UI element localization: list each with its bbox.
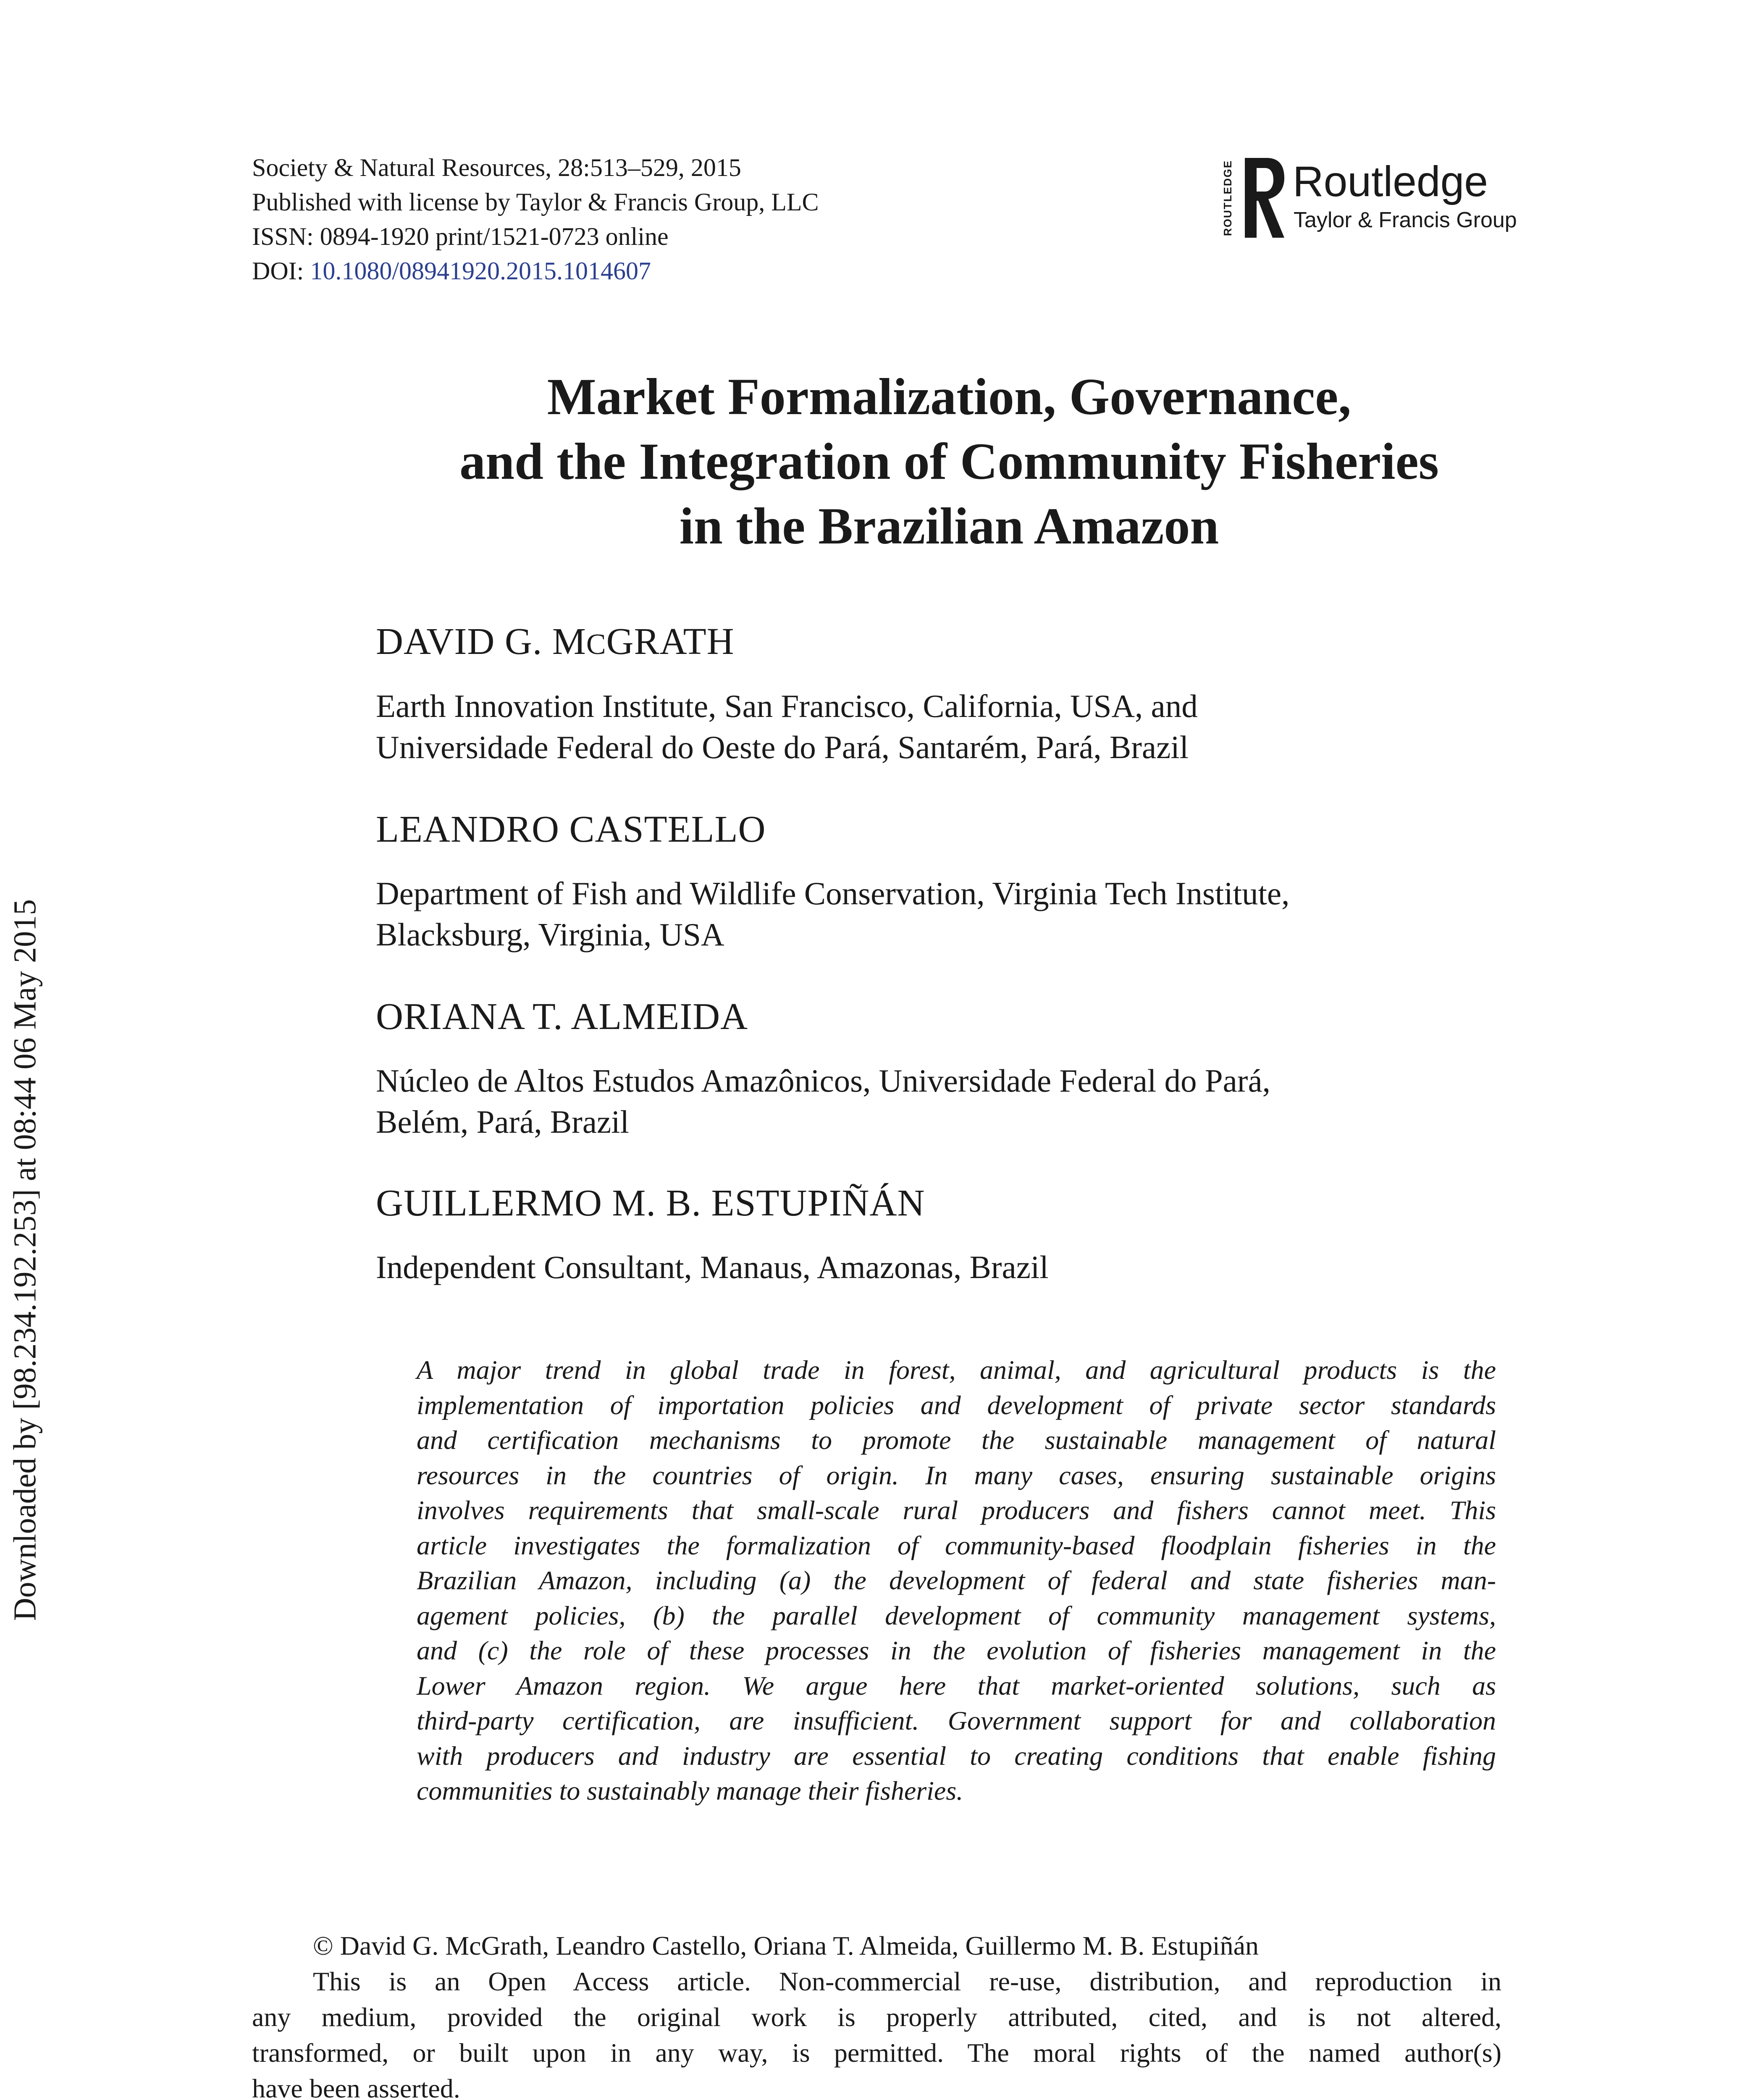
article-notes [252,1928,1501,2100]
copyright-line: © David G. McGrath, Leandro Castello, Oriana T. Almeida, Guillermo M. B. Estupiñán [313,1931,1259,1961]
author-affiliation-1: Earth Innovation Institute, San Francisco, California, USA, and Universidade Federal do Oeste do Pará, Santarém, Pará, Brazil [376,688,1198,765]
title-line-1: Market Formalization, Governance, [547,368,1352,425]
journal-line: Society & Natural Resources, 28:513–529, 2015 [252,154,741,181]
publisher-name: Routledge [1293,158,1488,205]
routledge-logo-icon [1241,158,1287,238]
license-text-4: have been asserted. [252,2074,460,2100]
doi-line [252,254,1008,288]
author-affiliation-3: Núcleo de Altos Estudos Amazônicos, Universidade Federal do Pará, Belém, Pará, Brazil [376,1063,1270,1140]
publisher-vertical-text: ROUTLEDGE [1221,160,1234,236]
license-line: Published with license by Taylor & Francis Group, LLC [252,188,819,216]
download-info-strip [0,861,50,1659]
title-line-3: in the Brazilian Amazon [679,497,1219,555]
doi-link[interactable]: 10.1080/08941920.2015.1014607 [310,257,651,285]
download-info-text: Downloaded by [98.234.192.253] at 08:44 06 May 2015 [7,899,43,1621]
publisher-group: Taylor & Francis Group [1294,208,1517,232]
issn-line: ISSN: 0894-1920 print/1521-0723 online [252,223,669,250]
article-title [252,365,1646,559]
abstract: A major trend in global trade in forest, animal, and agricultural products is the implementation of importation policies and development of private sector standards and certification mechanisms to promote the sustainable management of natural resources in the countries of origin. In many cases, ensuring sustainable origins involves requirements that small-scale rural producers and fishers cannot meet. This article investigates the formalization of community-based floodplain fisheries in the Brazilian Amazon, including (a) the development of federal and state fisheries man- agement policies, (b) the parallel development of community management systems, and (c) the role of these processes in the evolution of fisheries management in the Lower Amazon region. We argue here that market-oriented solutions, such as third-party certification, are insufficient. Government support for and collaboration with producers and industry are essential to creating conditions that enable fishing communities to sustainably manage their fisheries. [417,1355,1496,1806]
doi-label: DOI: [252,257,310,285]
license-text-3: transformed, or built upon in any way, is permitted. The moral rights of the named author(s) [252,2038,1501,2068]
title-line-2: and the Integration of Community Fisheries [459,433,1439,490]
author-name-1: DAVID G. MCGRATH [376,621,735,662]
license-text-2: any medium, provided the original work is properly attributed, cited, and is not altered, [252,2002,1501,2032]
author-name-3: ORIANA T. ALMEIDA [376,996,748,1037]
author-affiliation-2: Department of Fish and Wildlife Conservation, Virginia Tech Institute, Blacksburg, Virginia, USA [376,875,1290,953]
publisher-logo [1221,158,1515,242]
author-affiliation-4: Independent Consultant, Manaus, Amazonas, Brazil [376,1249,1049,1285]
license-text-1: This is an Open Access article. Non-commercial re-use, distribution, and reproduction in [313,1966,1501,1996]
author-name-2: LEANDRO CASTELLO [376,808,766,850]
journal-citation-block [252,150,1008,288]
author-name-4: GUILLERMO M. B. ESTUPIÑÁN [376,1182,925,1224]
